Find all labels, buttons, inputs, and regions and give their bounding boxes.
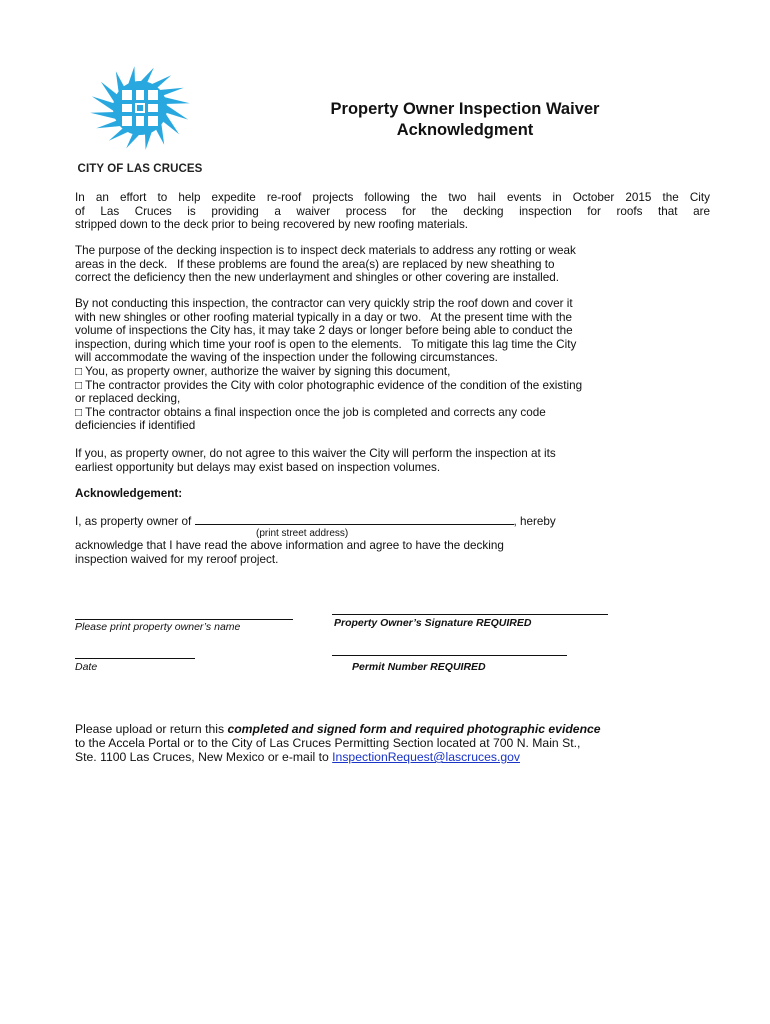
condition-item-owner-waiver: □ You, as property owner, authorize the waiver by signing this document, [75, 364, 451, 378]
conditions-line: By not conducting this inspection, the contractor can very quickly strip the roof down and cover it [75, 297, 573, 310]
intro-paragraph [75, 191, 710, 232]
owner-signature-label: Property Owner’s Signature REQUIRED [334, 617, 532, 629]
footer-line1-prefix: Please upload or return this [75, 722, 228, 736]
owner-address-line [75, 514, 556, 528]
intro-line: In an effort to help expedite re-roof projects following the two hail events in October 2015 the City [75, 191, 710, 204]
disagree-line: earliest opportunity but delays may exist based on inspection volumes. [75, 460, 441, 474]
conditions-line: inspection, during which time your roof is open to the elements. To mitigate this lag time the City [75, 337, 577, 351]
title-line-2: Acknowledgment [396, 121, 534, 139]
acknowledgement-text [75, 539, 695, 566]
owner-prefix: I, as property owner of [75, 515, 195, 528]
intro-line: stripped down to the deck prior to being recovered by new roofing materials. [75, 218, 469, 232]
date-label: Date [75, 661, 98, 673]
purpose-paragraph [75, 244, 705, 285]
owner-signature-field[interactable] [332, 614, 608, 615]
title-line-1: Property Owner Inspection Waiver [330, 100, 600, 118]
permit-number-field[interactable] [332, 655, 567, 656]
acknowledgement-line: inspection waived for my reroof project. [75, 552, 279, 566]
logo-text: CITY OF LAS CRUCES [77, 163, 203, 175]
disagree-line: If you, as property owner, do not agree to this waiver the City will perform the inspection at its [75, 447, 556, 460]
city-logo [70, 56, 210, 180]
permit-number-label: Permit Number REQUIRED [352, 661, 486, 673]
purpose-line: areas in the deck. If these problems are found the area(s) are replaced by new sheathing to [75, 257, 555, 271]
email-link[interactable]: InspectionRequest@lascruces.gov [332, 750, 521, 764]
condition-item-photo-evidence: □ The contractor provides the City with color photographic evidence of the condition of the existing [75, 378, 583, 392]
purpose-line: The purpose of the decking inspection is to inspect deck materials to address any rotting or weak [75, 244, 576, 257]
page-title [260, 99, 670, 141]
address-caption: (print street address) [256, 528, 349, 539]
conditions-line: deficiencies if identified [75, 419, 196, 433]
sun-logo-icon [78, 56, 202, 160]
street-address-field[interactable] [195, 514, 514, 525]
owner-name-label: Please print property owner’s name [75, 621, 241, 633]
condition-item-final-inspection: □ The contractor obtains a final inspection once the job is completed and corrects any code [75, 405, 546, 419]
acknowledgement-heading: Acknowledgement: [75, 487, 183, 500]
sun-ray-icon [92, 96, 116, 112]
footer-instructions [75, 722, 725, 764]
footer-line2: to the Accela Portal or to the City of Las Cruces Permitting Section located at 700 N. Main St., [75, 736, 581, 750]
conditions-line: will accommodate the waving of the inspection under the following circumstances. [75, 351, 498, 365]
disagree-paragraph [75, 447, 705, 474]
acknowledgement-line: acknowledge that I have read the above information and agree to have the decking [75, 539, 504, 552]
owner-suffix: , hereby [513, 515, 556, 528]
purpose-line: correct the deficiency then the new underlayment and shingles or other covering are installed. [75, 271, 560, 285]
conditions-paragraph [75, 297, 705, 433]
footer-emphasis: completed and signed form and required photographic evidence [227, 722, 601, 736]
conditions-line: or replaced decking, [75, 392, 181, 406]
sun-ray-icon [165, 104, 189, 120]
date-field[interactable] [75, 658, 195, 659]
owner-name-field[interactable] [75, 619, 293, 620]
footer-line3-prefix: Ste. 1100 Las Cruces, New Mexico or e-mail to [75, 750, 333, 764]
conditions-line: volume of inspections the City has, it may take 2 days or longer before being able to conduct the [75, 324, 573, 338]
intro-line: of Las Cruces is providing a waiver process for the decking inspection for roofs that are [75, 204, 710, 218]
conditions-line: with new shingles or other roofing material typically in a day or two. At the present time with the [75, 310, 572, 324]
